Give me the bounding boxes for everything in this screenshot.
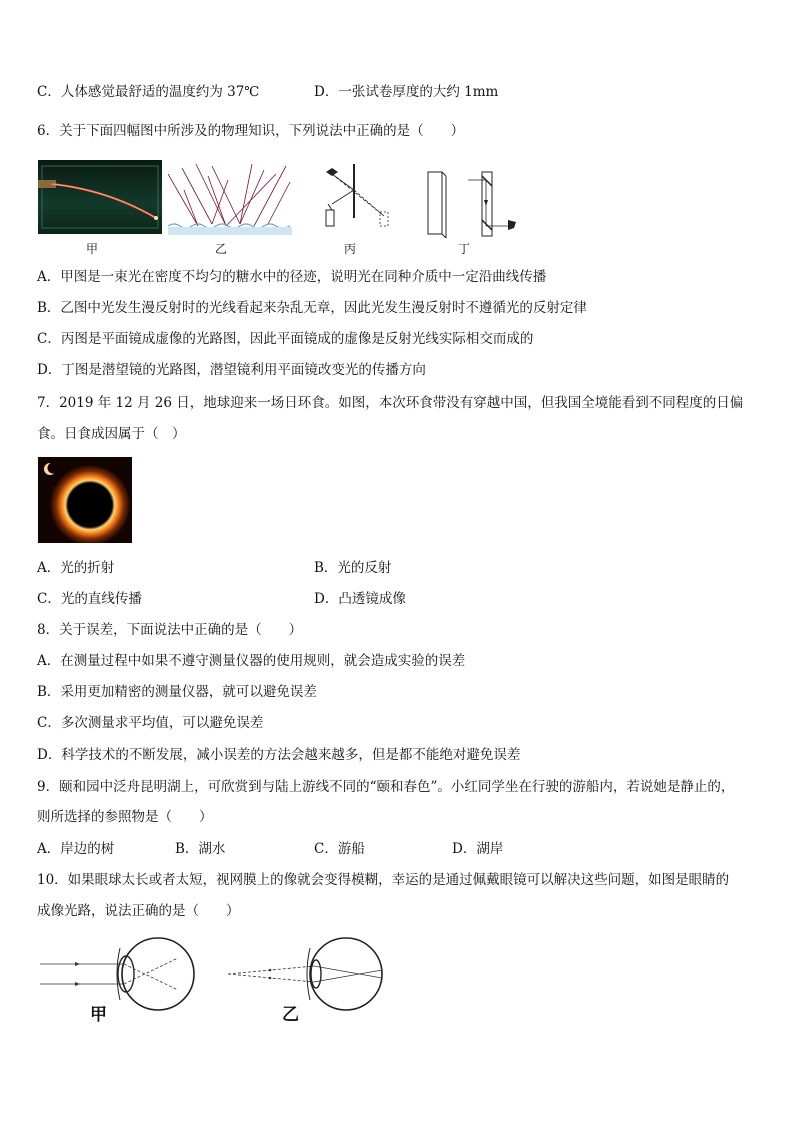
caption-eye-yi: 乙 [282, 1005, 299, 1025]
eye-diagram-jia [40, 934, 200, 1014]
q8-option-a: A．在测量过程中如果不遵守测量仪器的使用规则，就会造成实验的误差 [37, 653, 466, 669]
annular-eclipse-photo [38, 457, 132, 543]
eye-diagram-yi [228, 934, 388, 1014]
q6-option-d: D．丁图是潜望镜的光路图，潜望镜利用平面镜改变光的传播方向 [37, 362, 426, 378]
q7-option-d: D．凸透镜成像 [314, 591, 406, 607]
caption-bing: 丙 [344, 242, 357, 256]
q5-option-d: D．一张试卷厚度的大约 1mm [314, 84, 499, 100]
q7-option-c: C．光的直线传播 [37, 591, 142, 607]
figure-ding-periscope [424, 170, 524, 240]
caption-yi: 乙 [215, 242, 228, 256]
caption-eye-jia: 甲 [90, 1005, 107, 1025]
figure-bing-plane-mirror [318, 160, 398, 236]
q6-option-b: B．乙图中光发生漫反射时的光线看起来杂乱无章，因此光发生漫反射时不遵循光的反射定律 [37, 300, 587, 316]
caption-ding: 丁 [458, 242, 471, 256]
q8-option-c: C．多次测量求平均值，可以避免误差 [37, 715, 264, 731]
q7-stem-line1: 7．2019 年 12 月 26 日，地球迎来一场日环食。如图，本次环食带没有穿越中国，但我国全境能看到不同程度的日偏 [37, 395, 744, 411]
q8-stem: 8．关于误差，下面说法中正确的是（ ） [37, 622, 303, 638]
q9-option-b: B．湖水 [175, 841, 226, 857]
q7-stem-line2: 食。日食成因属于（ ） [37, 426, 186, 442]
q9-option-a: A．岸边的树 [37, 841, 115, 857]
q9-stem-line2: 则所选择的参照物是（ ） [37, 809, 213, 825]
q7-option-a: A．光的折射 [37, 560, 115, 576]
q8-option-b: B．采用更加精密的测量仪器，就可以避免误差 [37, 684, 317, 700]
caption-jia: 甲 [86, 242, 99, 256]
figure-jia-sugar-water [38, 160, 162, 234]
q10-stem-line2: 成像光路，说法正确的是（ ） [37, 903, 240, 919]
q7-option-b: B．光的反射 [314, 560, 392, 576]
q9-option-d: D．湖岸 [452, 841, 504, 857]
q9-stem-line1: 9．颐和园中泛舟昆明湖上，可欣赏到与陆上游线不同的“颐和春色”。小红同学坐在行驶的游船内，若说她是静止的， [37, 779, 735, 795]
q8-option-d: D．科学技术的不断发展，减小误差的方法会越来越多，但是都不能绝对避免误差 [37, 747, 521, 763]
q9-option-c: C．游船 [314, 841, 365, 857]
q5-option-c: C．人体感觉最舒适的温度约为 37℃ [37, 84, 260, 100]
q10-stem-line1: 10．如果眼球太长或者太短，视网膜上的像就会变得模糊，幸运的是通过佩戴眼镜可以解决这些问题，如图是眼睛的 [37, 872, 730, 888]
q6-stem: 6．关于下面四幅图中所涉及的物理知识，下列说法中正确的是（ ） [37, 123, 465, 139]
q6-option-c: C．丙图是平面镜成虚像的光路图，因此平面镜成的虚像是反射光线实际相交而成的 [37, 331, 534, 347]
figure-yi-diffuse-reflection [168, 160, 292, 236]
q6-option-a: A．甲图是一束光在密度不均匀的糖水中的径迹，说明光在同种介质中一定沿曲线传播 [37, 269, 547, 285]
